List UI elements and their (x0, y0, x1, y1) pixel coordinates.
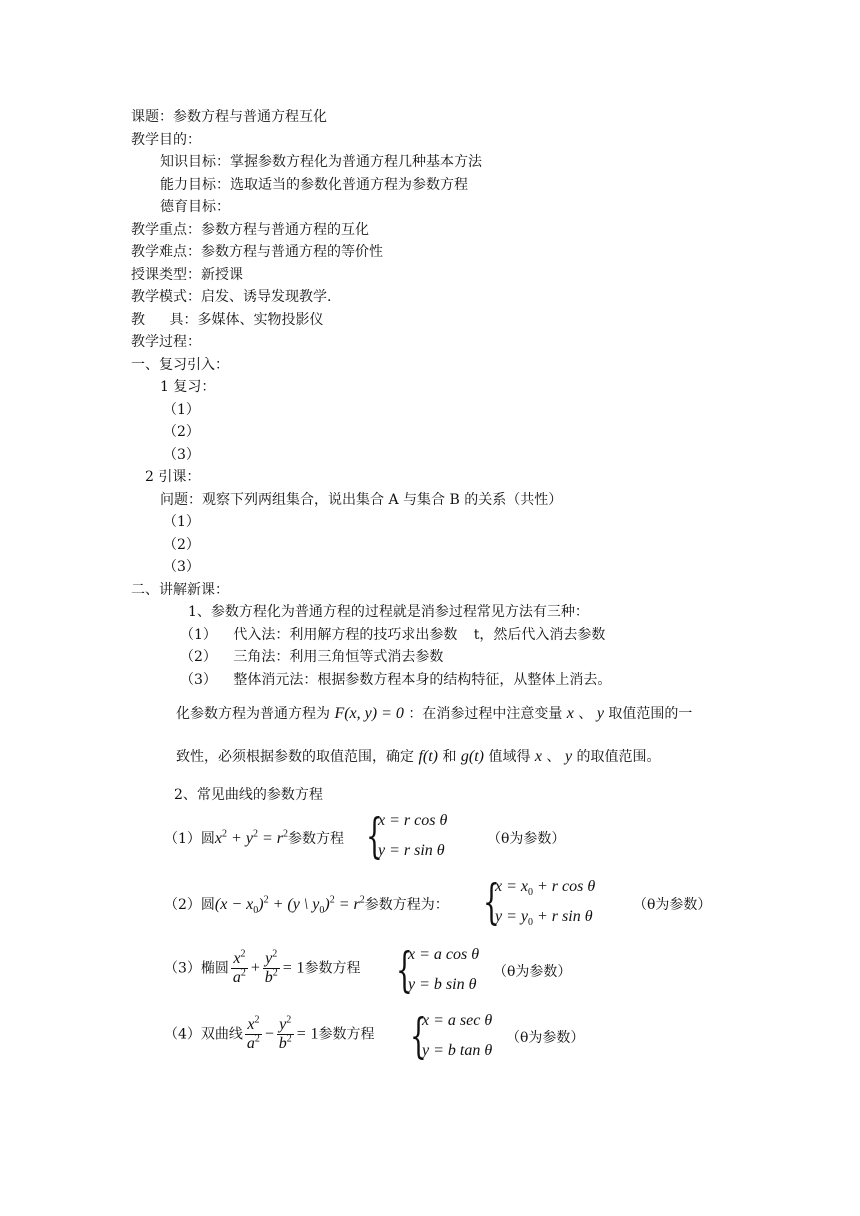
point-two: 2、常见曲线的参数方程 (174, 787, 323, 803)
curve-label: （1）圆 (164, 831, 215, 847)
moral-goal: 德育目标： (160, 199, 230, 215)
param-note: （θ为参数） (493, 964, 572, 980)
lesson-title: 课题：参数方程与普通方程互化 (131, 109, 327, 125)
teaching-mode: 教学模式：启发、诱导发现教学. (131, 289, 332, 305)
teaching-tools: 教 具：多媒体、实物投影仪 (131, 312, 324, 328)
lesson-type: 授课类型：新授课 (131, 267, 243, 283)
curve-ellipse: （3）椭圆 $\frac{x^2}{a^2}$ + $\frac{y^2}{b^2}$ = 1参数方程 (164, 948, 361, 986)
variable-x: x (534, 748, 543, 765)
lecture-heading: 二、讲解新课： (131, 582, 229, 598)
note-text: 的取值范围。 (576, 749, 661, 765)
ability-goal: 能力目标：选取适当的参数化普通方程为参数方程 (160, 177, 468, 193)
curve-hyperbola: （4）双曲线 $\frac{x^2}{a^2}$ − $\frac{y^2}{b^2}$ = 1参数方程 (164, 1014, 375, 1052)
review-item: （2） (163, 424, 200, 440)
intro-sub-heading: 2 引课： (145, 469, 201, 485)
note-text: 致性，必须根据参数的取值范围，确定 (176, 749, 414, 765)
note-text: 值域得 (488, 749, 531, 765)
curve-label: 参数方程 (287, 831, 344, 847)
review-item: （3） (163, 447, 200, 463)
note-text: 化参数方程为普通方程为 (176, 706, 330, 722)
note-equation: F(x, y) = 0 (334, 705, 404, 722)
param-note: （θ为参数） (487, 831, 566, 847)
separator: 、 (546, 749, 561, 765)
method-whole: （3） 整体消元法：根据参数方程本身的结构特征，从整体上消去。 (180, 672, 612, 688)
curve-label: 参数方程为： (364, 897, 449, 913)
variable-y: y (564, 748, 573, 765)
point-one: 1、参数方程化为普通方程的过程就是消参过程常见方法有三种： (188, 604, 589, 620)
curve-label: （3）椭圆 (164, 960, 229, 977)
curve-label: 参数方程 (304, 960, 361, 977)
curve-circle-center (164, 894, 449, 916)
intro-item: （3） (163, 559, 200, 575)
note-text: 取值范围的一 (608, 706, 693, 722)
fraction-x2-a2: $\frac{x^2}{a^2}$ (246, 1014, 260, 1052)
curve-label: （2）圆 (164, 897, 215, 913)
note-text: ：在消参过程中注意变量 (408, 706, 563, 722)
key-point: 教学重点：参数方程与普通方程的互化 (131, 222, 369, 238)
curve-circle (164, 828, 344, 850)
curve-label: 参数方程 (318, 1026, 375, 1043)
circle-equation: $x^2 + y^2 = r^2$ (214, 828, 288, 847)
note-line-1 (176, 703, 692, 725)
circle-center-equation: $(x - x_0)^2 + (y$ \ $y_0)^2 = r^2$ (214, 894, 365, 917)
variable-x: x (566, 705, 574, 722)
intro-item: （1） (163, 514, 200, 530)
curve-label: （4）双曲线 (164, 1026, 243, 1043)
method-trig: （2） 三角法：利用三角恒等式消去参数 (180, 649, 444, 665)
param-note: （θ为参数） (633, 897, 712, 913)
method-substitution: （1） 代入法：利用解方程的技巧求出参数 t，然后代入消去参数 (180, 627, 606, 643)
note-text: 和 (442, 749, 457, 765)
review-item: （1） (163, 402, 200, 418)
review-heading: 一、复习引入： (131, 357, 229, 373)
teaching-process: 教学过程： (131, 334, 201, 350)
teaching-aim-label: 教学目的： (131, 132, 201, 148)
param-note: （θ为参数） (506, 1030, 585, 1046)
fraction-y2-b2: $\frac{y^2}{b^2}$ (264, 948, 278, 986)
separator: 、 (578, 706, 593, 722)
knowledge-goal: 知识目标：掌握参数方程化为普通方程几种基本方法 (160, 154, 482, 170)
difficulty: 教学难点：参数方程与普通方程的等价性 (131, 244, 383, 260)
intro-item: （2） (163, 537, 200, 553)
fraction-x2-a2: $\frac{x^2}{a^2}$ (232, 948, 246, 986)
note-line-2 (176, 746, 661, 768)
review-sub-heading: 1 复习： (160, 379, 216, 395)
intro-question: 问题：观察下列两组集合，说出集合 A 与集合 B 的关系（共性） (160, 492, 563, 508)
variable-y: y (596, 705, 604, 722)
fraction-y2-b2: $\frac{y^2}{b^2}$ (278, 1014, 292, 1052)
function-g: g(t) (460, 748, 485, 765)
function-f: f(t) (418, 748, 438, 765)
